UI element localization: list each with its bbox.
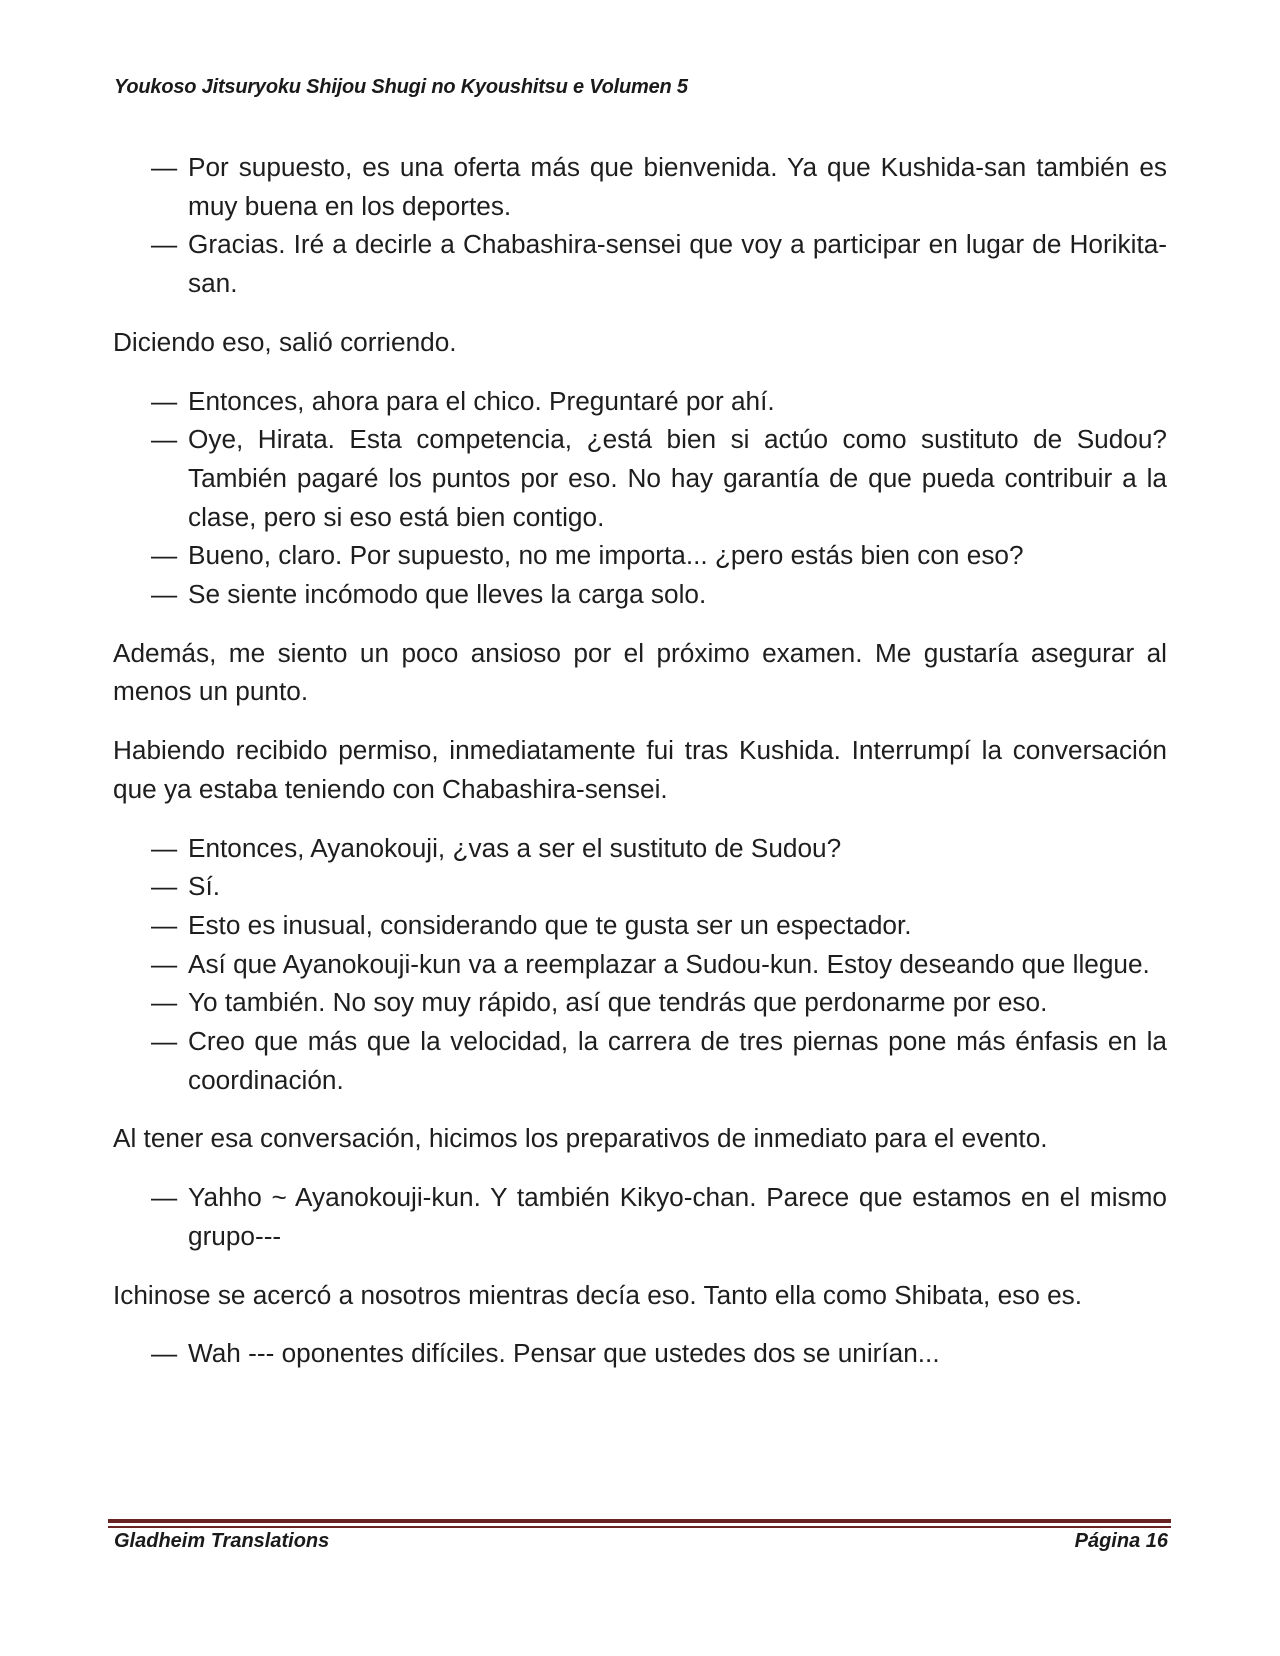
em-dash: — bbox=[151, 1338, 178, 1369]
narration-paragraph: Al tener esa conversación, hicimos los preparativos de inmediato para el evento. bbox=[113, 1123, 1048, 1154]
narration-paragraph: Diciendo eso, salió corriendo. bbox=[113, 326, 457, 357]
em-dash: — bbox=[151, 424, 178, 455]
em-dash: — bbox=[151, 987, 178, 1018]
dialogue-line bbox=[113, 575, 1167, 614]
em-dash: — bbox=[151, 832, 178, 863]
em-dash: — bbox=[151, 540, 178, 571]
dialogue-text: Creo que más que la velocidad, la carrera de tres piernas pone más énfasis en la coordinación. bbox=[188, 1026, 1167, 1095]
narration-paragraph: Habiendo recibido permiso, inmediatamente fui tras Kushida. Interrumpí la conversación que ya estaba teniendo con Chabashira-sensei. bbox=[113, 735, 1167, 804]
dialogue-line bbox=[113, 945, 1167, 984]
em-dash: — bbox=[151, 1182, 178, 1213]
page-body bbox=[113, 148, 1167, 1373]
dialogue-text: Sí. bbox=[188, 871, 221, 902]
dialogue-line bbox=[113, 225, 1167, 302]
running-header: Youkoso Jitsuryoku Shijou Shugi no Kyoushitsu e Volumen 5 bbox=[114, 76, 688, 98]
dialogue-text: Se siente incómodo que lleves la carga solo. bbox=[188, 579, 707, 610]
em-dash: — bbox=[151, 909, 178, 940]
dialogue-line bbox=[113, 1022, 1167, 1099]
dialogue-line bbox=[113, 382, 1167, 421]
dialogue-line bbox=[113, 536, 1167, 575]
dialogue-text: Yahho ~ Ayanokouji-kun. Y también Kikyo-chan. Parece que estamos en el mismo grupo--- bbox=[188, 1182, 1167, 1251]
narration-paragraph: Además, me siento un poco ansioso por el próximo examen. Me gustaría asegurar al menos un punto. bbox=[113, 637, 1167, 707]
footer-rule bbox=[108, 1519, 1171, 1523]
dialogue-text: Esto es inusual, considerando que te gusta ser un espectador. bbox=[188, 909, 912, 940]
dialogue-line bbox=[113, 148, 1167, 225]
dialogue-line bbox=[113, 1334, 1167, 1373]
page-number: Página 16 bbox=[1074, 1530, 1168, 1552]
dialogue-text: Entonces, Ayanokouji, ¿vas a ser el sustituto de Sudou? bbox=[188, 832, 842, 863]
dialogue-text: Bueno, claro. Por supuesto, no me importa... ¿pero estás bien con eso? bbox=[188, 540, 1024, 571]
em-dash: — bbox=[151, 948, 178, 979]
dialogue-text: Yo también. No soy muy rápido, así que tendrás que perdonarme por eso. bbox=[188, 987, 1048, 1018]
dialogue-text: Gracias. Iré a decirle a Chabashira-sensei que voy a participar en lugar de Horikita-san. bbox=[188, 229, 1167, 299]
em-dash: — bbox=[151, 871, 178, 902]
dialogue-text: Así que Ayanokouji-kun va a reemplazar a Sudou-kun. Estoy deseando que llegue. bbox=[188, 948, 1150, 979]
em-dash: — bbox=[151, 229, 178, 260]
dialogue-line bbox=[113, 420, 1167, 536]
narration-paragraph: Ichinose se acercó a nosotros mientras decía eso. Tanto ella como Shibata, eso es. bbox=[113, 1279, 1082, 1310]
dialogue-line bbox=[113, 1178, 1167, 1255]
em-dash: — bbox=[151, 579, 178, 610]
dialogue-line bbox=[113, 829, 1167, 868]
dialogue-line bbox=[113, 906, 1167, 945]
em-dash: — bbox=[151, 385, 178, 416]
footer-credit: Gladheim Translations bbox=[114, 1530, 330, 1552]
dialogue-text: Por supuesto, es una oferta más que bienvenida. Ya que Kushida-san también es muy buena en los deportes. bbox=[188, 152, 1167, 221]
dialogue-text: Wah --- oponentes difíciles. Pensar que ustedes dos se unirían... bbox=[188, 1338, 940, 1369]
dialogue-text: Oye, Hirata. Esta competencia, ¿está bien si actúo como sustituto de Sudou? También pagaré los puntos por eso. No hay garantía de que pueda contribuir a la clase, pero si eso está bien contigo. bbox=[188, 424, 1167, 532]
dialogue-line bbox=[113, 867, 1167, 906]
dialogue-line bbox=[113, 983, 1167, 1022]
footer-rule-thin bbox=[108, 1526, 1171, 1528]
em-dash: — bbox=[151, 152, 178, 182]
dialogue-text: Entonces, ahora para el chico. Preguntaré por ahí. bbox=[188, 385, 775, 416]
em-dash: — bbox=[151, 1026, 178, 1057]
